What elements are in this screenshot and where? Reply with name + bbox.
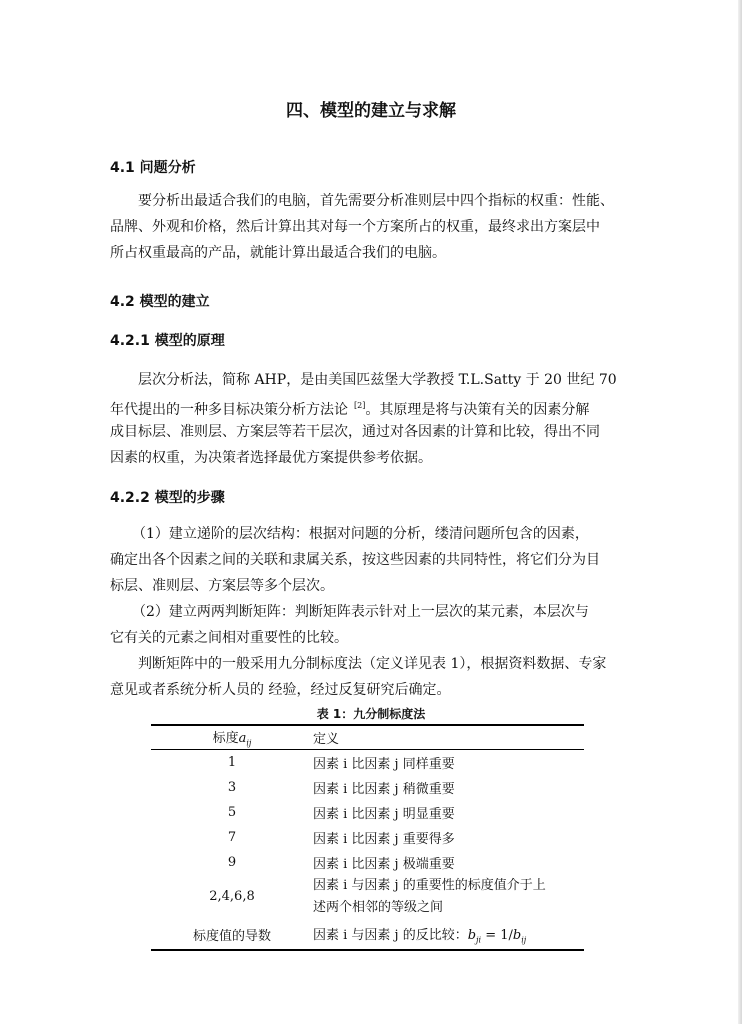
cell-definition [313, 875, 584, 919]
formula-lhs: b [467, 927, 477, 943]
cell-definition [313, 919, 584, 950]
text-segment: 年代提出的一种多目标决策分析方法论 [110, 402, 348, 418]
paragraph-step-2 [110, 599, 632, 651]
paragraph-step-1 [110, 521, 632, 599]
cell-definition: 因素 i 比因素 j 极端重要 [313, 857, 455, 872]
text-line: （2）建立两两判断矩阵：判断矩阵表示针对上一层次的某元素，本层次与 [132, 604, 589, 620]
definition-text: 因素 i 与因素 j 的反比较： [313, 927, 468, 943]
symbol-a-ij [239, 731, 252, 746]
text-segment: 。其原理是将与决策有关的因素分解 [365, 402, 590, 418]
scale-table [151, 724, 584, 951]
table-row [151, 850, 584, 875]
table-row [151, 825, 584, 850]
text-line: 所占权重最高的产品，就能计算出最适合我们的电脑。 [110, 245, 446, 261]
cell-scale: 1 [227, 755, 237, 770]
table-row [151, 750, 584, 776]
text-line [110, 393, 632, 419]
text-line: 意见或者系统分析人员的 经验，经过反复研究后确定。 [110, 682, 451, 698]
table-row [151, 775, 584, 800]
cell-scale: 标度值的导数 [192, 928, 271, 944]
cell-definition: 因素 i 比因素 j 明显重要 [313, 807, 455, 822]
formula-rhs: b [512, 927, 522, 943]
page-edge-shadow [738, 0, 742, 1024]
heading-4-2: 4.2 模型的建立 [110, 294, 210, 310]
text-line: 品牌、外观和价格，然后计算出其对每一个方案所占的权重，最终求出方案层中 [110, 219, 600, 235]
text-line: 成目标层、准则层、方案层等若干层次，通过对各因素的计算和比较，得出不同 [110, 424, 600, 440]
paragraph-problem-analysis [110, 188, 632, 266]
symbol-subscript: ij [246, 738, 252, 748]
text-line: 因素的权重，为决策者选择最优方案提供参考依据。 [110, 450, 432, 466]
text-line: （1）建立递阶的层次结构：根据对问题的分析，缕清问题所包含的因素， [132, 526, 589, 542]
paragraph-step-3 [110, 651, 632, 703]
text-line: 判断矩阵中的一般采用九分制标度法（定义详见表 1），根据资料数据、专家 [138, 656, 607, 672]
cell-scale: 5 [227, 805, 237, 820]
formula-rhs-sub: ij [521, 935, 527, 945]
header-definition: 定义 [313, 732, 340, 747]
section-title: 四、模型的建立与求解 [286, 101, 456, 121]
heading-4-2-1: 4.2.1 模型的原理 [110, 333, 225, 349]
paragraph-model-principle [110, 367, 632, 471]
symbol-base: a [238, 731, 247, 747]
text-line: 要分析出最适合我们的电脑，首先需要分析准则层中四个指标的权重：性能、 [138, 193, 614, 209]
cell-definition: 因素 i 比因素 j 同样重要 [313, 757, 455, 772]
header-scale [151, 725, 313, 750]
cell-definition: 因素 i 比因素 j 重要得多 [313, 832, 455, 847]
definition-line: 因素 i 与因素 j 的重要性的标度值介于上 [313, 878, 546, 893]
table-row [151, 919, 584, 950]
citation-ref: [2] [354, 401, 366, 410]
formula [468, 928, 527, 943]
definition-line: 述两个相邻的等级之间 [313, 900, 444, 915]
text-line: 确定出各个因素之间的关联和隶属关系，按这些因素的共同特性，将它们分为目 [110, 552, 600, 568]
text-line: 标层、准则层、方案层等多个层次。 [110, 578, 334, 594]
heading-4-2-2: 4.2.2 模型的步骤 [110, 490, 225, 506]
cell-scale: 7 [227, 830, 237, 845]
formula-eq: = 1/ [481, 927, 513, 943]
text-line: 它有关的元素之间相对重要性的比较。 [110, 630, 348, 646]
heading-4-1: 4.1 问题分析 [110, 160, 196, 176]
formula-lhs-sub: ji [476, 935, 482, 945]
table-row [151, 875, 584, 919]
cell-scale: 2,4,6,8 [209, 889, 255, 904]
table-row [151, 800, 584, 825]
table-header-row [151, 725, 584, 750]
table-caption: 表 1：九分制标度法 [316, 707, 426, 721]
header-scale-label: 标度 [212, 731, 239, 747]
text-line: 层次分析法，简称 AHP，是由美国匹兹堡大学教授 T.L.Satty 于 20 世纪 70 [138, 372, 617, 388]
cell-definition: 因素 i 比因素 j 稍微重要 [313, 782, 455, 797]
cell-scale: 9 [227, 855, 237, 870]
cell-scale: 3 [227, 780, 237, 795]
